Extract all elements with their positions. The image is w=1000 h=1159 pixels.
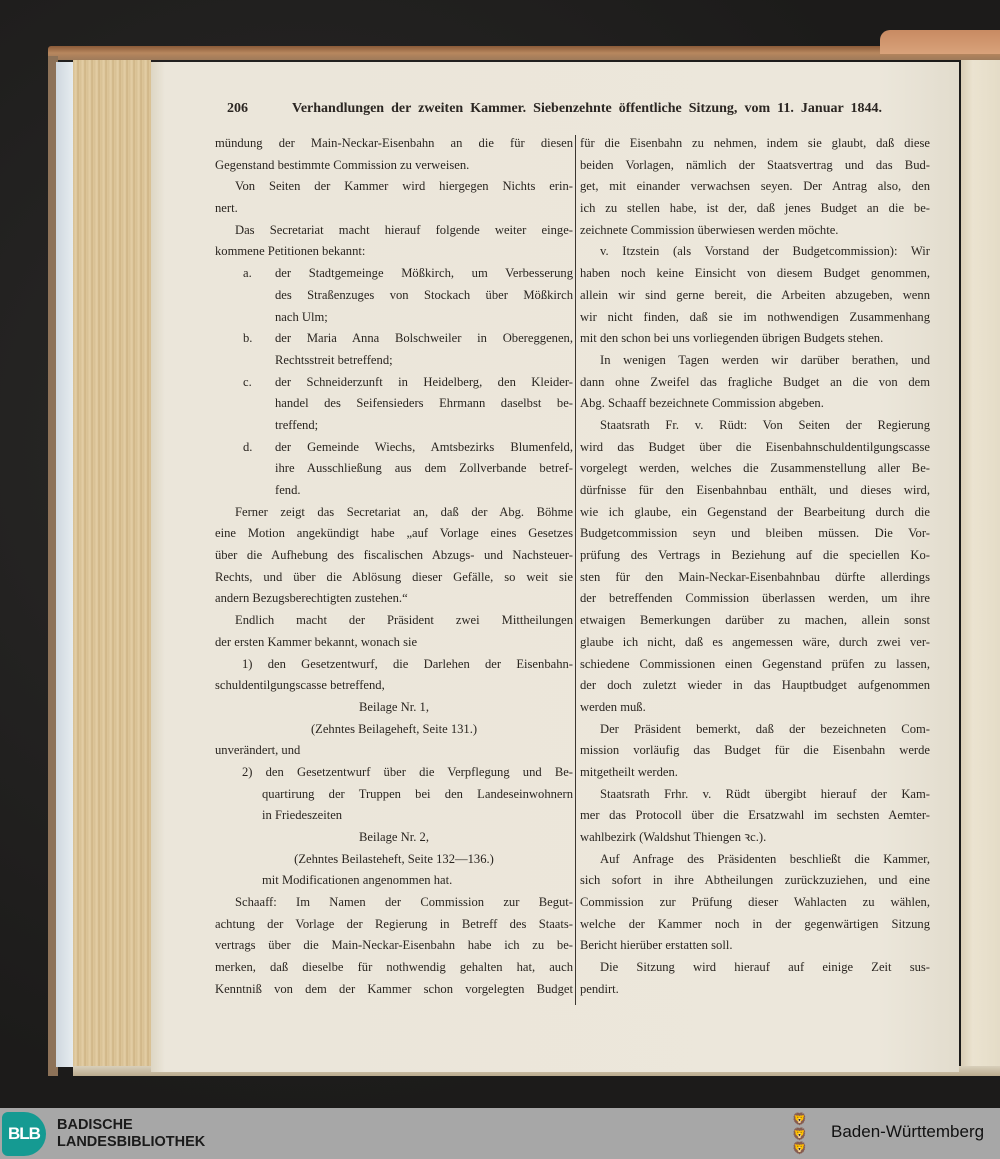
text-line: beiden Vorlagen, nämlich der Staatsvertrag und das Bud-: [580, 157, 930, 172]
text-line: eine Motion angekündigt habe „auf Vorlage eines Gesetzes: [215, 526, 573, 541]
paragraph: [215, 176, 573, 219]
paragraph: [215, 328, 573, 371]
text-line: Kenntniß von dem der Kammer schon vorgelegten Budget: [215, 981, 573, 996]
text-line: mündung der Main-Neckar-Eisenbahn an die für diesen: [215, 136, 573, 150]
text-line: des Straßenzuges von Stockach über Mößkirch: [275, 287, 573, 302]
footer-bar: [0, 1108, 1000, 1159]
text-line: Rechtsstreit betreffend;: [275, 352, 393, 367]
text-line: dürfnisse für den Eisenbahnbau enthält, und dieses wird,: [580, 483, 930, 497]
paragraph: [215, 740, 573, 762]
text-line: werden muß.: [580, 699, 646, 714]
text-line: wird das Budget über die Eisenbahnschuldentilgungscasse: [580, 439, 930, 454]
library-name-line1: BADISCHE: [57, 1117, 133, 1133]
text-line: der betreffenden Commission überlassen werden, um ihre: [580, 591, 930, 606]
text-line: [215, 372, 573, 394]
text-line: mer das Protocoll über die Ersatzwahl im sechsten Aemter-: [580, 808, 930, 823]
text-line: der doch zuletzt wieder in das Hauptbudget aufgenommen: [580, 678, 930, 693]
text-line: v. Itzstein (als Vorstand der Budgetcommission): Wir: [600, 244, 930, 259]
text-line: welche der Kammer noch in der gegenwärtigen Sitzung: [580, 916, 930, 931]
text-line: achtung der Vorlage der Regierung in Betreff des Staats-: [215, 916, 573, 931]
text-line: zeichnete Commission überwiesen werden möchte.: [580, 222, 839, 237]
text-line: 1) den Gesetzentwurf, die Darlehen der Eisenbahn-: [242, 656, 573, 671]
paragraph: [215, 437, 573, 502]
library-name-line2: LANDESBIBLIOTHEK: [57, 1134, 206, 1150]
page-header: [224, 101, 884, 123]
paragraph: [580, 784, 930, 849]
paragraph: [580, 415, 930, 719]
paragraph: [580, 241, 930, 349]
text-line: sich sofort in ihre Abtheilungen zurückzuziehen, und eine: [580, 873, 930, 888]
text-line: 2) den Gesetzentwurf über die Verpflegung und Be-: [242, 764, 573, 779]
text-line: In wenigen Tagen werden wir darüber berathen, und: [600, 352, 930, 367]
text-line: Schaaff: Im Namen der Commission zur Begut-: [235, 895, 573, 910]
flyleaf-strip: [56, 62, 73, 1067]
text-line: nach Ulm;: [275, 309, 328, 324]
text-line-content: der Schneiderzunft in Heidelberg, den Kleider-: [275, 374, 573, 389]
text-line: mit Modificationen angenommen hat.: [262, 873, 453, 888]
paragraph: [580, 957, 930, 1000]
text-line-content: der Stadtgemeinge Mößkirch, um Verbesserung: [275, 266, 573, 281]
text-line: unverändert, und: [215, 743, 301, 758]
text-line: pendirt.: [580, 981, 619, 996]
text-line: ich zu stellen habe, ist der, daß jenes Budget an die be-: [580, 201, 930, 216]
text-line: (Zehntes Beilasteheft, Seite 132—136.): [294, 851, 494, 866]
text-line: Budgetcommission seyn und bleiben müssen. Die Vor-: [580, 526, 930, 541]
running-title: Verhandlungen der zweiten Kammer. Siebenzehnte öffentliche Sitzung, vom 11. Januar 1844.: [292, 101, 882, 116]
text-line: andern Bezugsberechtigten zustehen.“: [215, 591, 408, 606]
text-line: Die Sitzung wird hierauf auf einige Zeit sus-: [600, 960, 930, 975]
text-line: wie ich glaube, ein Gegenstand der Bearbeitung durch die: [580, 504, 930, 519]
text-line-content: der Maria Anna Bolschweiler in Obereggenen,: [275, 331, 573, 346]
text-line: allein wir sind gerne bereit, die Arbeiten abzugeben, wenn: [580, 287, 930, 302]
page-stack-edges: [73, 60, 151, 1072]
paragraph: [215, 827, 573, 870]
text-line: vorgelegt werden, welches die Zusammenstellung aller Be-: [580, 461, 930, 476]
text-line: Abg. Schaaff bezeichnete Commission abgeben.: [580, 396, 824, 411]
text-line: in Friedeszeiten: [262, 808, 343, 823]
left-text-column: [215, 133, 573, 1001]
text-line: der ersten Kammer bekannt, wonach sie: [215, 634, 418, 649]
paragraph: [215, 762, 573, 827]
text-line: Commission zur Prüfung dieser Wahlacten zu wählen,: [580, 895, 930, 910]
text-line: für die Eisenbahn zu nehmen, indem sie glaubt, daß diese: [580, 136, 930, 150]
text-line: Das Secretariat macht hierauf folgende weiter einge-: [235, 222, 573, 237]
text-line: mitgetheilt werden.: [580, 764, 678, 779]
library-name: [57, 1117, 205, 1151]
text-line: Gegenstand bestimmte Commission zu verweisen.: [215, 157, 470, 172]
text-line: mit den schon bei uns vorliegenden übrigen Budgets stehen.: [580, 331, 884, 346]
text-line: ihre Ausschließung aus dem Zollverbande betref-: [275, 461, 573, 476]
text-line: schuldentilgungscasse betreffend,: [215, 678, 385, 693]
list-item-label: c.: [243, 374, 252, 389]
paragraph: [215, 133, 573, 176]
text-line: get, mit einander verwachsen seyen. Der Antrag also, den: [580, 179, 930, 194]
text-line: fend.: [275, 483, 301, 497]
paragraph: [215, 372, 573, 437]
right-text-column: [580, 133, 930, 1001]
text-line: wir nicht finden, daß sie im nothwendigen Zusammenhang: [580, 309, 930, 324]
paragraph: [580, 719, 930, 784]
blb-logo[interactable]: BLB: [2, 1112, 46, 1156]
text-line: haben noch keine Einsicht von diesem Budget genommen,: [580, 266, 930, 281]
list-item-label: b.: [243, 331, 253, 346]
text-line: Endlich macht der Präsident zwei Mittheilungen: [235, 613, 573, 628]
text-line: mission vorläufig das Budget für die Eisenbahn werde: [580, 743, 930, 758]
facing-page-edge: [961, 60, 1000, 1072]
list-item-label: d.: [243, 439, 253, 454]
paragraph: [215, 263, 573, 328]
text-line: quartirung der Truppen bei den Landeseinwohnern: [262, 786, 573, 801]
text-line-content: der Gemeinde Wiechs, Amtsbezirks Blumenfeld,: [275, 439, 573, 454]
text-line: nert.: [215, 201, 238, 216]
text-line: über die Aufhebung des fiscalischen Abzugs- und Nachsteuer-: [215, 548, 573, 563]
text-line: dann ohne Zweifel das fragliche Budget an die von dem: [580, 374, 930, 389]
list-item-label: a.: [243, 266, 252, 281]
text-line: Der Präsident bemerkt, daß der bezeichneten Com-: [600, 721, 930, 736]
text-line: Von Seiten der Kammer wird hiergegen Nichts erin-: [235, 179, 573, 194]
text-line: Staatsrath Frhr. v. Rüdt übergibt hierauf der Kam-: [600, 786, 930, 801]
paragraph: [215, 220, 573, 263]
paragraph: [580, 849, 930, 957]
text-line: Beilage Nr. 1,: [359, 699, 429, 714]
text-line: Staatsrath Fr. v. Rüdt: Von Seiten der Regierung: [600, 417, 930, 432]
text-line: vertrags über die Main-Neckar-Eisenbahn habe ich zu be-: [215, 938, 573, 953]
text-line: wahlbezirk (Waldshut Thiengen ꝛc.).: [580, 830, 767, 844]
page-number: 206: [227, 101, 248, 116]
text-line: (Zehntes Beilageheft, Seite 131.): [310, 721, 478, 736]
text-line: kommene Petitionen bekannt:: [215, 244, 366, 259]
three-lions-icon: 🦁 🦁 🦁: [792, 1112, 807, 1155]
book-cover-top-edge: [48, 46, 1000, 60]
paragraph: [215, 697, 573, 740]
text-line: merken, daß dieselbe für nothwendig gehalten hat, auch: [215, 960, 573, 975]
text-line: treffend;: [275, 417, 319, 432]
paragraph: [215, 870, 573, 892]
text-line: [215, 263, 573, 285]
text-line: sten für den Main-Neckar-Eisenbahnbau dürfte allerdings: [580, 569, 930, 584]
paragraph: [215, 502, 573, 610]
text-line: Bericht hierüber erstatten soll.: [580, 938, 733, 953]
text-line: etwaigen Bemerkungen darüber zu machen, allein sonst: [580, 613, 930, 628]
text-line: schiedene Commissionen einen Gegenstand prüfen zu lassen,: [580, 656, 930, 671]
text-line: prüfung des Vertrags in Beziehung auf die speciellen Ko-: [580, 548, 930, 563]
text-line: [215, 328, 573, 350]
paragraph: [215, 610, 573, 653]
text-line: Rechts, und über die Ablösung dieser Gefälle, so weit sie: [215, 569, 573, 584]
text-line: handel des Seifensieders Ehrmann daselbst be-: [275, 396, 573, 411]
book-cover-corner: [880, 30, 1000, 54]
text-line: Beilage Nr. 2,: [359, 830, 429, 844]
text-line: [215, 437, 573, 459]
text-line: glaube ich nicht, daß es angemessen wäre, durch zwei ver-: [580, 634, 930, 649]
paragraph: [580, 350, 930, 415]
paragraph: [215, 892, 573, 1000]
column-divider: [575, 135, 576, 1005]
paragraph: [215, 654, 573, 697]
baden-wuerttemberg-label[interactable]: Baden-Württemberg: [831, 1122, 985, 1141]
text-line: Ferner zeigt das Secretariat an, daß der Abg. Böhme: [235, 504, 573, 519]
paragraph: [580, 133, 930, 241]
text-line: Auf Anfrage des Präsidenten beschließt die Kammer,: [600, 851, 930, 866]
